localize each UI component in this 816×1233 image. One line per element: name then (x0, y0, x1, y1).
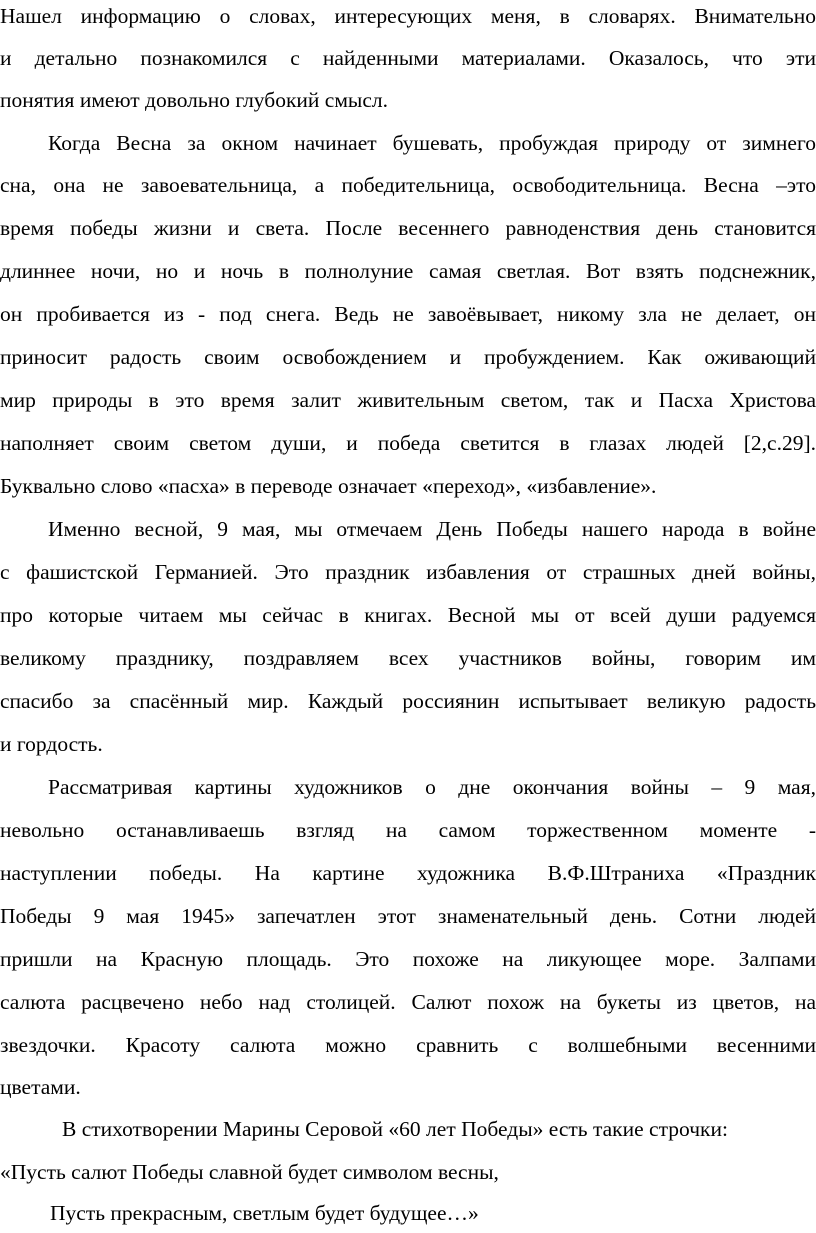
text-line: салюта расцвечено небо над столицей. Салют похож на букеты из цветов, на (0, 990, 816, 1014)
text-line: сна, она не завоевательница, а победительница, освободительница. Весна –это (0, 173, 816, 197)
poem-line: «Пусть салют Победы славной будет символом весны, (0, 1160, 499, 1184)
text-line: про которые читаем мы сейчас в книгах. Весной мы от всей души радуемся (0, 603, 816, 627)
poem-line: Пусть прекрасным, светлым будет будущее…» (50, 1201, 479, 1225)
text-line: В стихотворении Марины Серовой «60 лет Победы» есть такие строчки: (62, 1117, 728, 1141)
text-line: спасибо за спасённый мир. Каждый россиянин испытывает великую радость (0, 689, 816, 713)
text-line: понятия имеют довольно глубокий смысл. (0, 88, 389, 112)
text-line: невольно останавливаешь взгляд на самом торжественном моменте - (0, 818, 816, 842)
text-line: Победы 9 мая 1945» запечатлен этот знаменательный день. Сотни людей (0, 904, 816, 928)
text-line: с фашистской Германией. Это праздник избавления от страшных дней войны, (0, 560, 816, 584)
text-line: звездочки. Красоту салюта можно сравнить с волшебными весенними (0, 1033, 816, 1057)
text-line: Нашел информацию о словах, интересующих меня, в словарях. Внимательно (0, 4, 816, 28)
text-line: приносит радость своим освобождением и пробуждением. Как оживающий (0, 345, 816, 369)
text-line: и гордость. (0, 732, 103, 756)
text-line: великому празднику, поздравляем всех участников войны, говорим им (0, 646, 816, 670)
text-line: наполняет своим светом души, и победа светится в глазах людей [2,с.29]. (0, 431, 816, 455)
text-line: наступлении победы. На картине художника В.Ф.Штраниха «Праздник (0, 861, 816, 885)
text-line: Рассматривая картины художников о дне окончания войны – 9 мая, (48, 775, 816, 799)
text-line: Когда Весна за окном начинает бушевать, пробуждая природу от зимнего (48, 131, 816, 155)
text-line: пришли на Красную площадь. Это похоже на ликующее море. Залпами (0, 947, 816, 971)
text-line: и детально познакомился с найденными материалами. Оказалось, что эти (0, 46, 816, 70)
text-line: время победы жизни и света. После весеннего равноденствия день становится (0, 216, 816, 240)
text-line: он пробивается из - под снега. Ведь не завоёвывает, никому зла не делает, он (0, 302, 816, 326)
text-line: Буквально слово «пасха» в переводе означает «переход», «избавление». (0, 474, 657, 498)
text-line: Именно весной, 9 мая, мы отмечаем День Победы нашего народа в войне (48, 517, 816, 541)
text-line: мир природы в это время залит живительным светом, так и Пасха Христова (0, 388, 816, 412)
text-line: длиннее ночи, но и ночь в полнолуние самая светлая. Вот взять подснежник, (0, 259, 816, 283)
text-line: цветами. (0, 1075, 81, 1099)
